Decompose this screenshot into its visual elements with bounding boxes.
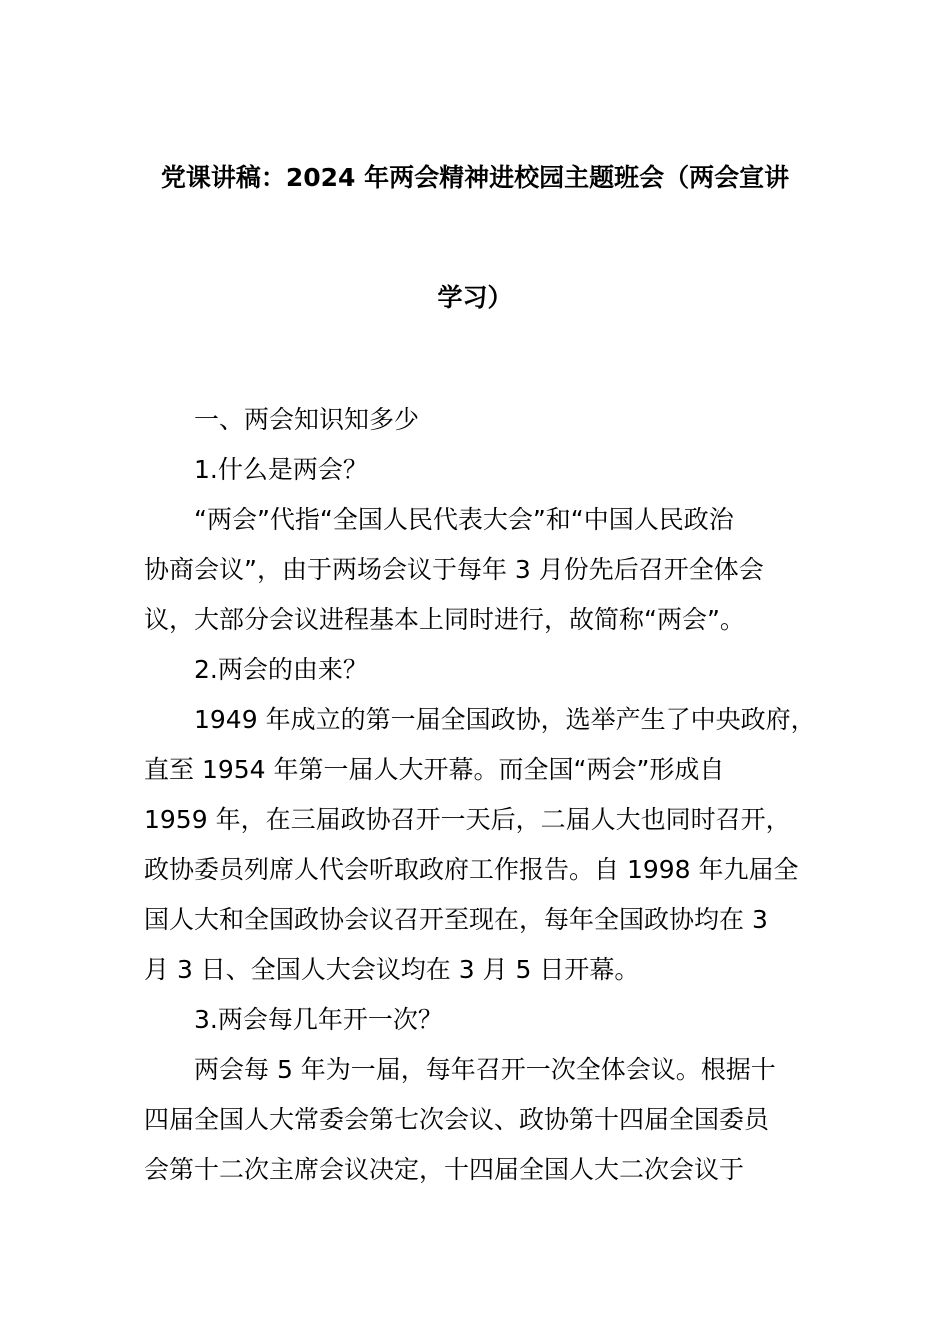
paragraph-line: 直至 1954 年第一届人大开幕。而全国“两会”形成自 [144,755,725,784]
paragraph-line: 四届全国人大常委会第七次会议、政协第十四届全国委员 [144,1105,770,1134]
document-title-line-2: 学习） [437,283,513,312]
paragraph-line: 月 3 日、全国人大会议均在 3 月 5 日开幕。 [144,955,640,984]
question-heading: 1.什么是两会？ [194,455,368,484]
question-heading: 2.两会的由来？ [194,655,368,684]
paragraph-line: 1949 年成立的第一届全国政协，选举产生了中央政府， [194,705,816,734]
paragraph-line: 会第十二次主席会议决定，十四届全国人大二次会议于 [144,1155,745,1184]
paragraph-line: 议，大部分会议进程基本上同时进行，故简称“两会”。 [144,605,745,634]
paragraph-line: 协商会议”，由于两场会议于每年 3 月份先后召开全体会 [144,555,764,584]
paragraph-line: 政协委员列席人代会听取政府工作报告。自 1998 年九届全 [144,855,799,884]
section-heading: 一、两会知识知多少 [194,405,420,434]
paragraph-line: “两会”代指“全国人民代表大会”和“中国人民政治 [194,505,734,534]
paragraph-line: 国人大和全国政协会议召开至现在，每年全国政协均在 3 [144,905,768,934]
question-heading: 3.两会每几年开一次？ [194,1005,443,1034]
document-title-line-1: 党课讲稿：2024 年两会精神进校园主题班会（两会宣讲 [160,163,790,192]
paragraph-line: 1959 年，在三届政协召开一天后，二届人大也同时召开， [144,805,791,834]
paragraph-line: 两会每 5 年为一届，每年召开一次全体会议。根据十 [194,1055,776,1084]
